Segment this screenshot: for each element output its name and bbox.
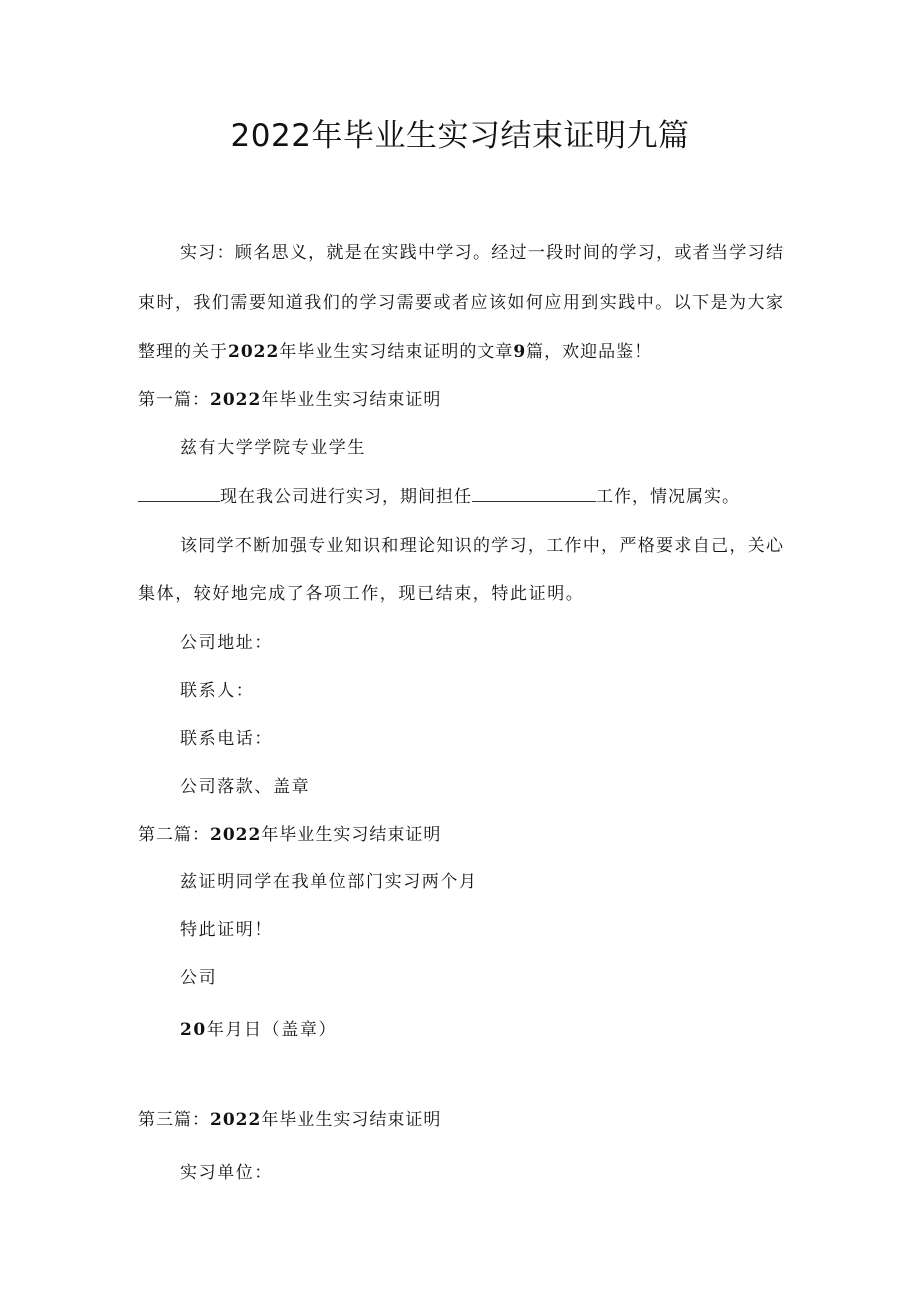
- intro-line-2: 束时，我们需要知道我们的学习需要或者应该如何应用到实践中。以下是为大家: [138, 293, 783, 313]
- s2-date: [180, 1019, 337, 1041]
- s1-line-2-mid: 现在我公司进行实习，期间担任: [220, 487, 472, 507]
- heading-rest: 年毕业生实习结束证明: [261, 390, 442, 410]
- heading-rest: 年毕业生实习结束证明: [261, 1110, 442, 1130]
- section-1-heading: [138, 389, 441, 411]
- heading-prefix: 第二篇：: [138, 825, 210, 845]
- heading-prefix: 第三篇：: [138, 1110, 210, 1130]
- intro-line-3: [138, 341, 652, 363]
- intro-text-b: 年毕业生实习结束证明的文章: [279, 342, 514, 362]
- intro-text-c: 篇，欢迎品鉴！: [526, 342, 653, 362]
- s1-address: 公司地址：: [180, 633, 273, 653]
- s1-contact: 联系人：: [180, 681, 255, 701]
- date-year-prefix: 20: [180, 1020, 207, 1040]
- s2-line-2: 特此证明！: [180, 920, 273, 940]
- date-rest: 年月日（盖章）: [206, 1020, 338, 1040]
- s1-line-3: 该同学不断加强专业知识和理论知识的学习，工作中，严格要求自己，关心: [180, 536, 783, 556]
- s2-line-3: 公司: [180, 968, 218, 988]
- intro-line-1: 实习：顾名思义，就是在实践中学习。经过一段时间的学习，或者当学习结: [180, 243, 783, 263]
- s1-line-2: [138, 485, 740, 508]
- heading-rest: 年毕业生实习结束证明: [261, 825, 442, 845]
- s1-line-4: 集体，较好地完成了各项工作，现已结束，特此证明。: [138, 584, 585, 604]
- s1-phone: 联系电话：: [180, 729, 273, 749]
- heading-year: 2022: [210, 390, 262, 410]
- blank-line-position: [472, 485, 596, 502]
- s3-line-1: 实习单位：: [180, 1163, 273, 1183]
- intro-year: 2022: [228, 342, 280, 362]
- intro-text-a: 整理的关于: [138, 342, 228, 362]
- section-3-heading: [138, 1109, 441, 1131]
- s1-seal: 公司落款、盖章: [180, 777, 311, 797]
- s1-line-1: 兹有大学学院专业学生: [180, 438, 366, 458]
- intro-count: 9: [513, 342, 527, 362]
- section-2-heading: [138, 824, 441, 846]
- heading-year: 2022: [210, 825, 262, 845]
- heading-prefix: 第一篇：: [138, 390, 210, 410]
- heading-year: 2022: [210, 1110, 262, 1130]
- s2-line-1: 兹证明同学在我单位部门实习两个月: [180, 872, 478, 892]
- page-title: 2022年毕业生实习结束证明九篇: [230, 118, 690, 154]
- blank-line-name: [138, 485, 220, 502]
- s1-line-2-end: 工作，情况属实。: [596, 487, 740, 507]
